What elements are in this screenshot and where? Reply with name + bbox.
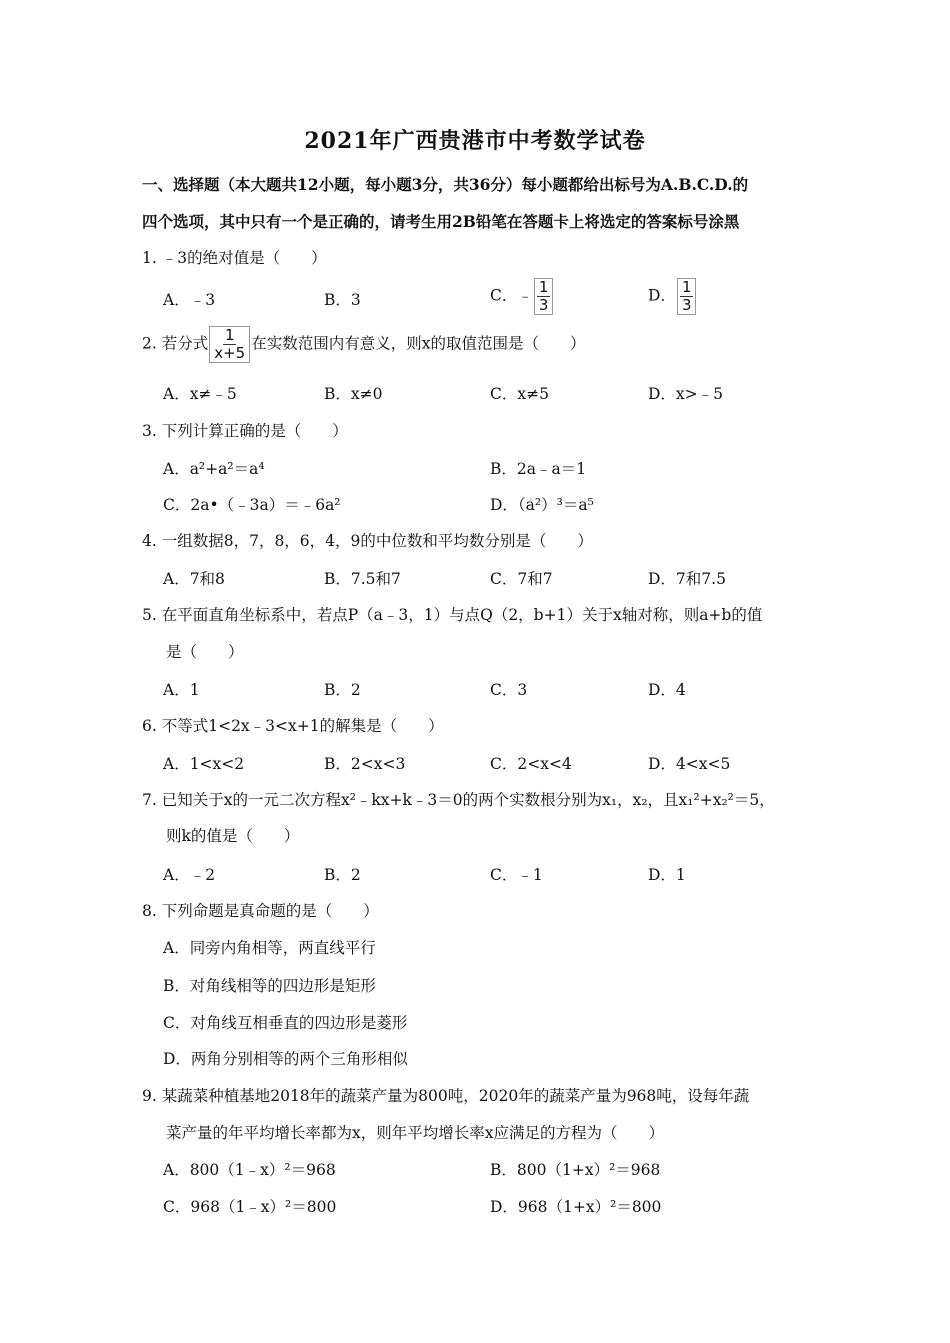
- question-5-option-c: C．3: [490, 681, 528, 699]
- question-7-option-d: D．1: [648, 866, 686, 884]
- question-7-stem: 7. 已知关于x的一元二次方程x²﹣kx+k﹣3＝0的两个实数根分别为x₁，x₂，且x₁²+x₂²＝5，: [142, 791, 775, 809]
- fraction-numerator: 1: [681, 278, 692, 296]
- question-1-option-c: [490, 278, 554, 315]
- question-2-stem: [142, 326, 585, 363]
- question-7-option-c: C．﹣1: [490, 866, 543, 884]
- section-heading-line-2: 四个选项，其中只有一个是正确的，请考生用2B铅笔在答题卡上将选定的答案标号涂黑: [142, 212, 740, 231]
- question-5-stem: 5. 在平面直角坐标系中，若点P（a﹣3，1）与点Q（2，b+1）关于x轴对称，则a+b的值: [142, 606, 763, 624]
- question-8-option-b: B．对角线相等的四边形是矩形: [163, 977, 376, 995]
- question-5-option-b: B．2: [324, 681, 361, 699]
- question-2-option-b: B．x≠0: [324, 385, 383, 403]
- question-9-stem-cont: 菜产量的年平均增长率都为x，则年平均增长率x应满足的方程为（ ）: [166, 1124, 664, 1142]
- question-9-option-a: A．800（1﹣x）²＝968: [163, 1161, 336, 1179]
- fraction-one-third-d: [677, 278, 697, 315]
- question-6-option-c: C．2<x<4: [490, 755, 572, 773]
- question-2-stem-post: 在实数范围内有意义，则x的取值范围是（ ）: [251, 334, 586, 353]
- question-6-option-d: D．4<x<5: [648, 755, 731, 773]
- section-heading-line-1: 一、选择题（本大题共12小题，每小题3分，共36分）每小题都给出标号为A.B.C.D.的: [142, 175, 749, 194]
- question-6-option-b: B．2<x<3: [324, 755, 406, 773]
- question-6-option-a: A．1<x<2: [163, 755, 245, 773]
- question-2-option-d: D．x>﹣5: [648, 385, 724, 403]
- question-3-option-a: A．a²+a²＝a⁴: [163, 460, 265, 478]
- question-1-option-d: [648, 278, 697, 315]
- question-5-option-a: A．1: [163, 681, 200, 699]
- question-7-option-b: B．2: [324, 866, 361, 884]
- question-9-stem: 9. 某蔬菜种植基地2018年的蔬菜产量为800吨，2020年的蔬菜产量为968吨，设每年蔬: [142, 1087, 750, 1105]
- question-8-option-c: C．对角线互相垂直的四边形是菱形: [163, 1014, 408, 1032]
- question-4-option-c: C．7和7: [490, 570, 553, 588]
- question-3-option-b: B．2a﹣a＝1: [490, 460, 587, 478]
- question-5-option-d: D．4: [648, 681, 686, 699]
- question-9-option-c: C．968（1﹣x）²＝800: [163, 1198, 337, 1216]
- fraction-numerator: 1: [224, 326, 235, 344]
- question-4-option-a: A．7和8: [163, 570, 225, 588]
- page-title: 2021年广西贵港市中考数学试卷: [304, 128, 646, 154]
- question-3-stem: 3. 下列计算正确的是（ ）: [142, 422, 348, 440]
- question-8-option-a: A．同旁内角相等，两直线平行: [163, 939, 376, 957]
- question-5-stem-cont: 是（ ）: [166, 643, 244, 661]
- question-6-stem: 6. 不等式1<2x﹣3<x+1的解集是（ ）: [142, 717, 444, 735]
- question-1-option-a: A．﹣3: [163, 291, 216, 309]
- question-1-stem: 1. ﹣3的绝对值是（ ）: [142, 249, 327, 267]
- fraction-one-over-x-plus-5: [209, 326, 250, 363]
- question-4-option-b: B．7.5和7: [324, 570, 401, 588]
- question-1-option-d-label: D．: [648, 286, 676, 305]
- question-9-option-d: D．968（1+x）²＝800: [490, 1198, 662, 1216]
- fraction-denominator: x+5: [214, 344, 246, 362]
- question-7-option-a: A．﹣2: [163, 866, 216, 884]
- question-1-option-c-label: C．﹣: [490, 286, 533, 305]
- fraction-denominator: 3: [538, 296, 549, 314]
- fraction-denominator: 3: [681, 296, 692, 314]
- question-9-option-b: B．800（1+x）²＝968: [490, 1161, 661, 1179]
- question-4-stem: 4. 一组数据8，7，8，6，4，9的中位数和平均数分别是（ ）: [142, 532, 593, 550]
- question-2-stem-pre: 2. 若分式: [142, 334, 209, 353]
- question-2-option-a: A．x≠﹣5: [163, 385, 237, 403]
- question-2-option-c: C．x≠5: [490, 385, 549, 403]
- fraction-numerator: 1: [538, 278, 549, 296]
- question-8-stem: 8. 下列命题是真命题的是（ ）: [142, 902, 379, 920]
- question-3-option-d: D．（a²）³＝a⁵: [490, 496, 594, 514]
- question-4-option-d: D．7和7.5: [648, 570, 726, 588]
- fraction-one-third-c: [534, 278, 554, 315]
- question-7-stem-cont: 则k的值是（ ）: [166, 827, 300, 845]
- question-8-option-d: D．两角分别相等的两个三角形相似: [163, 1050, 408, 1068]
- question-1-option-b: B．3: [324, 291, 361, 309]
- question-3-option-c: C．2a•（﹣3a）＝﹣6a²: [163, 496, 341, 514]
